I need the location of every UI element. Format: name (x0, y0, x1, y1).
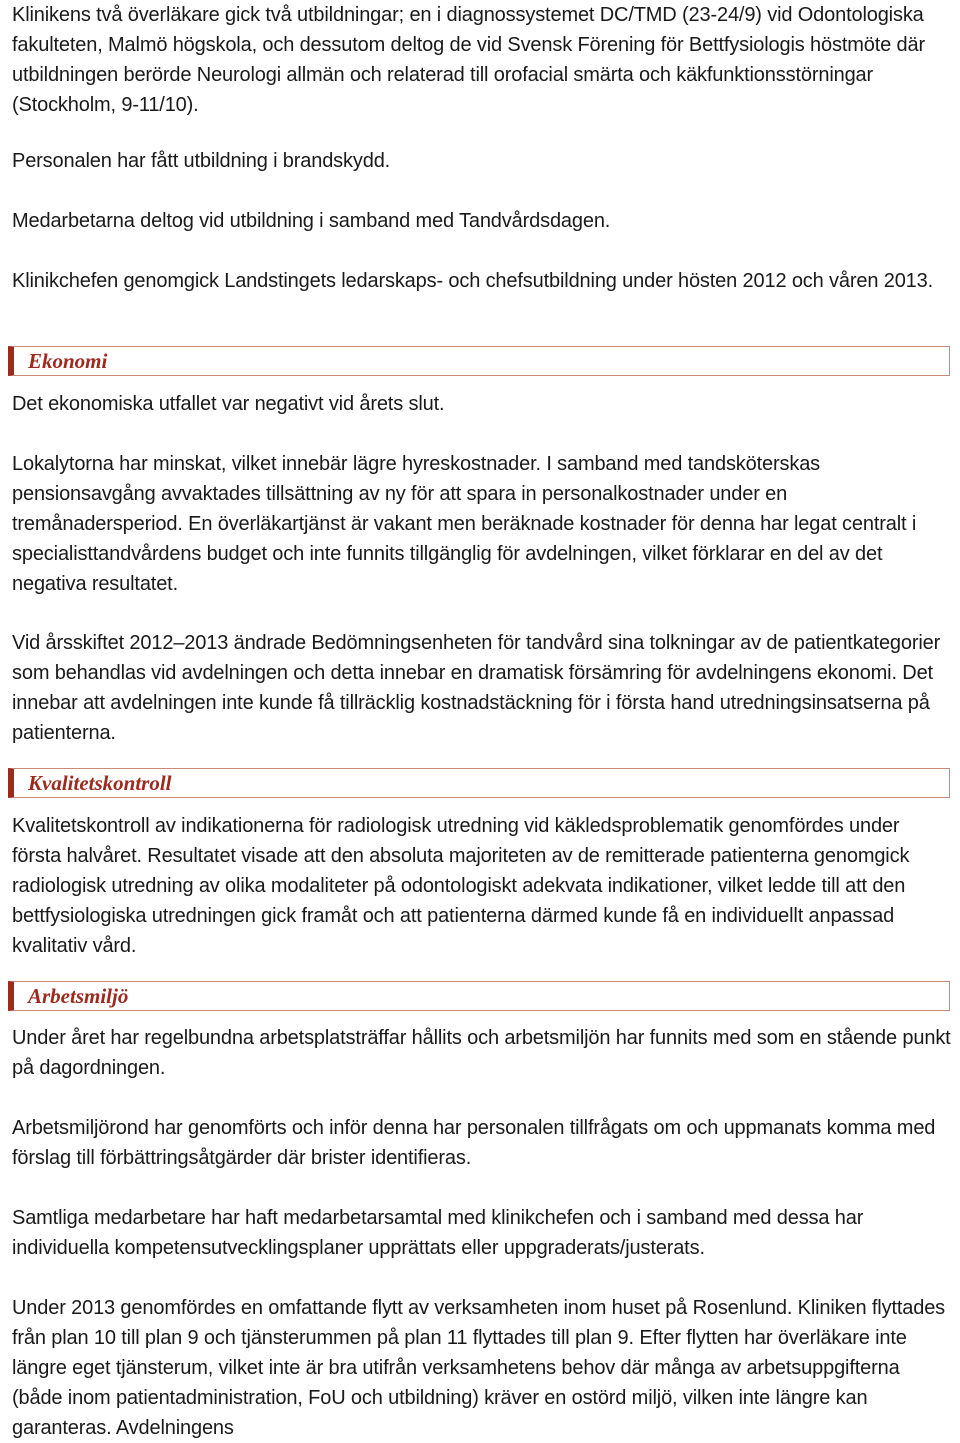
section-heading-kvalitetskontroll (8, 768, 950, 798)
paragraph-education-courses: Klinikens två överläkare gick två utbildningar; en i diagnossystemet DC/TMD (23-24/9) vid Odontologiska fakulteten, Malmö högskola, och dessutom deltog de vid Svensk Förening för Bettfysiologis höstmöte där utbildningen berörde Neurologi allmän och relaterad till orofacial smärta och käkfunktionsstörningar (Stockholm, 9-11/10). (12, 4, 925, 116)
paragraph-relocation: Under 2013 genomfördes en omfattande flytt av verksamheten inom huset på Rosenlund. Kliniken flyttades från plan 10 till plan 9 och tjänsterummen på plan 11 flyttades till plan 9. Efter flytten har överläkare inte längre eget tjänsterum, vilket inte är bra utifrån verksamhetens behov där många av arbetsuppgifterna (både inom patientadministration, FoU och utbildning) kräver en ostörd miljö, vilken inte längre kan garanteras. Avdelningens (12, 1297, 946, 1439)
section-heading-arbetsmiljo (8, 981, 950, 1011)
section-heading-label: Arbetsmiljö (28, 984, 129, 1008)
paragraph-safety-round: Arbetsmiljörond har genomförts och inför denna har personalen tillfrågats om och uppmanats komma med förslag till förbättringsåtgärder där brister identifieras. (12, 1117, 936, 1169)
section-heading-label: Kvalitetskontroll (28, 771, 172, 795)
paragraph-economic-outcome: Det ekonomiska utfallet var negativt vid årets slut. (12, 393, 445, 415)
paragraph-assessment-change: Vid årsskiftet 2012–2013 ändrade Bedömningsenheten för tandvård sina tolkningar av de patientkategorier som behandlas vid avdelningen och detta innebar en dramatisk försämring för avdelningens ekonomi. Det innebar att avdelningen inte kunde få tillräcklig kostnadstäckning för i första hand utredningsinsatserna på patienterna. (12, 632, 941, 744)
section-heading-label: Ekonomi (28, 349, 108, 373)
paragraph-fire-safety: Personalen har fått utbildning i brandskydd. (12, 150, 391, 172)
paragraph-dental-days: Medarbetarna deltog vid utbildning i samband med Tandvårdsdagen. (12, 210, 611, 232)
paragraph-leadership-training: Klinikchefen genomgick Landstingets ledarskaps- och chefsutbildning under hösten 2012 och våren 2013. (12, 270, 934, 292)
section-heading-ekonomi (8, 346, 950, 376)
paragraph-quality-control: Kvalitetskontroll av indikationerna för radiologisk utredning vid käkledsproblematik genomfördes under första halvåret. Resultatet visade att den absoluta majoriteten av de remitterade patienterna genomgick radiologisk utredning av olika modaliteter på odontologiskt adekvata indikationer, vilket ledde till att den bettfysiologiska utredningen gick framåt och att patienterna därmed kunde få en individuellt anpassad kvalitativ vård. (12, 815, 910, 957)
paragraph-workplace-meetings: Under året har regelbundna arbetsplatsträffar hållits och arbetsmiljön har funnits med som en stående punkt på dagordningen. (12, 1027, 951, 1079)
paragraph-staff-reviews: Samtliga medarbetare har haft medarbetarsamtal med klinikchefen och i samband med dessa har individuella kompetensutvecklingsplaner upprättats eller uppgraderats/justerats. (12, 1207, 864, 1259)
paragraph-premises-costs: Lokalytorna har minskat, vilket innebär lägre hyreskostnader. I samband med tandsköterskas pensionsavgång avvaktades tillsättning av ny för att spara in personalkostnader under en tremånadersperiod. En överläkartjänst är vakant men beräknade kostnader för denna har legat centralt i specialisttandvårdens budget och inte funnits tillgänglig för avdelningen, vilket förklarar en del av det negativa resultatet. (12, 453, 917, 595)
